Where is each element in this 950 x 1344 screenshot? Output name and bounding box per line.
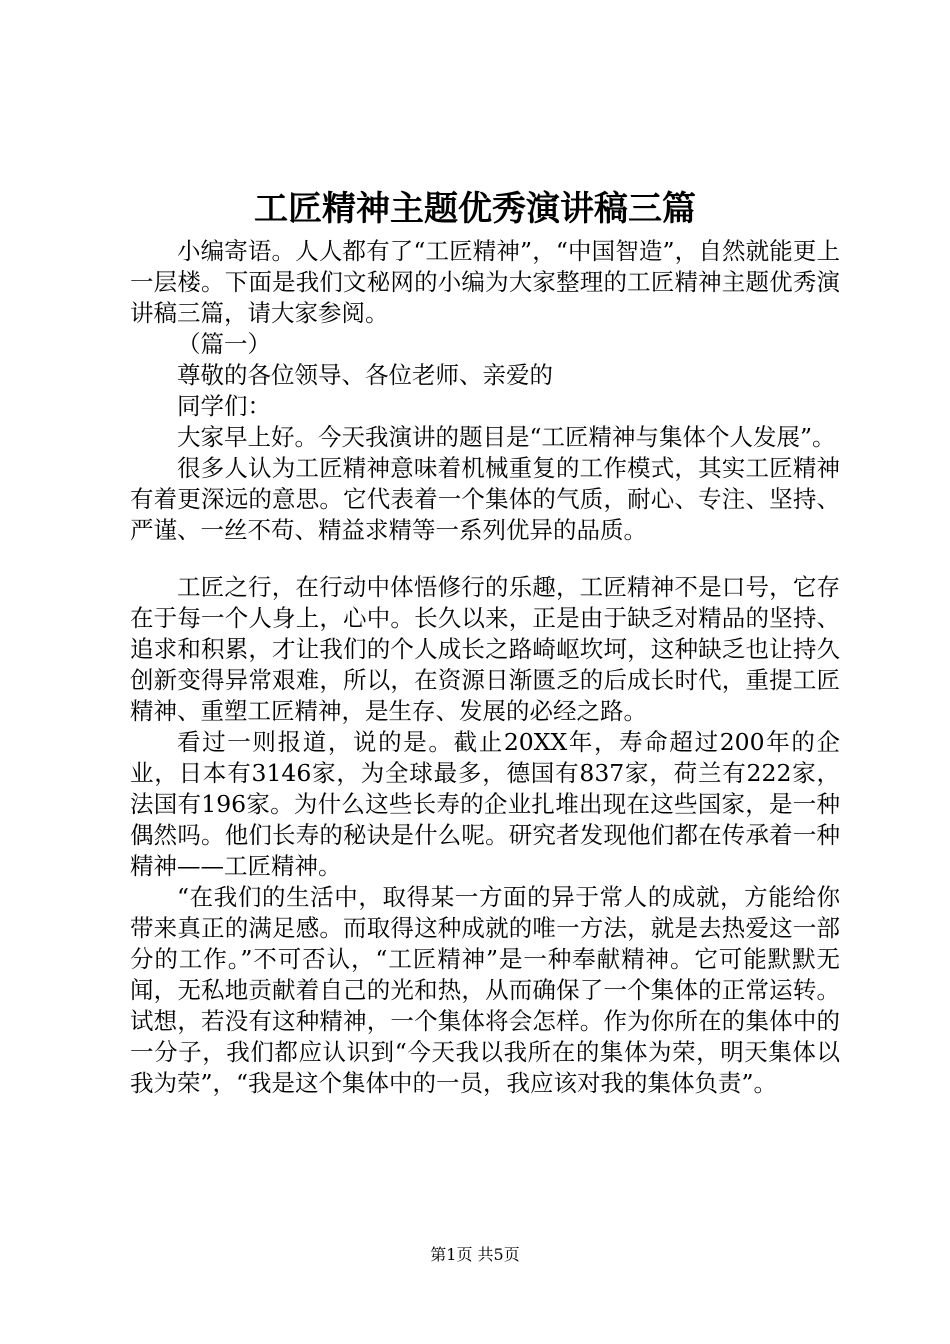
paragraph-spacer xyxy=(130,546,840,572)
section-heading: （篇一） xyxy=(177,330,271,358)
document-body xyxy=(130,236,840,1099)
body-paragraph: 大家早上好。今天我演讲的题目是“工匠精神与集体个人发展”。 xyxy=(177,423,836,451)
body-paragraph: 工匠之行，在行动中体悟修行的乐趣，工匠精神不是口号，它存在于每一个人身上，心中。长久以来，正是由于缺乏对精品的坚持、追求和积累，才让我们的个人成长之路崎岖坎坷，这种缺乏也让持久创新变得异常艰难，所以，在资源日渐匮乏的后成长时代，重提工匠精神、重塑工匠精神，是生存、发展的必经之路。 xyxy=(130,573,840,725)
salutation-line: 同学们： xyxy=(177,392,271,420)
body-paragraph: 很多人认为工匠精神意味着机械重复的工作模式，其实工匠精神有着更深远的意思。它代表着一个集体的气质，耐心、专注、坚持、严谨、一丝不苟、精益求精等一系列优异的品质。 xyxy=(130,454,840,544)
intro-paragraph: 小编寄语。人人都有了“工匠精神”，“中国智造”，自然就能更上一层楼。下面是我们文秘网的小编为大家整理的工匠精神主题优秀演讲稿三篇，请大家参阅。 xyxy=(130,237,840,327)
page-footer: 第1页 共5页 xyxy=(430,1245,520,1264)
document-title: 工匠精神主题优秀演讲稿三篇 xyxy=(254,189,696,229)
body-paragraph: “在我们的生活中，取得某一方面的异于常人的成就，方能给你带来真正的满足感。而取得这种成就的唯一方法，就是去热爱这一部分的工作。”不可否认，“工匠精神”是一种奉献精神。它可能默默无闻，无私地贡献着自己的光和热，从而确保了一个集体的正常运转。试想，若没有这种精神，一个集体将会怎样。作为你所在的集体中的一分子，我们都应认识到“今天我以我所在的集体为荣，明天集体以我为荣”，“我是这个集体中的一员，我应该对我的集体负责”。 xyxy=(130,883,840,1097)
salutation-line: 尊敬的各位领导、各位老师、亲爱的 xyxy=(177,361,553,389)
body-paragraph: 看过一则报道，说的是。截止20XX年，寿命超过200年的企业，日本有3146家，为全球最多，德国有837家，荷兰有222家，法国有196家。为什么这些长寿的企业扎堆出现在这些国家，是一种偶然吗。他们长寿的秘诀是什么呢。研究者发现他们都在传承着一种精神——工匠精神。 xyxy=(130,728,840,880)
